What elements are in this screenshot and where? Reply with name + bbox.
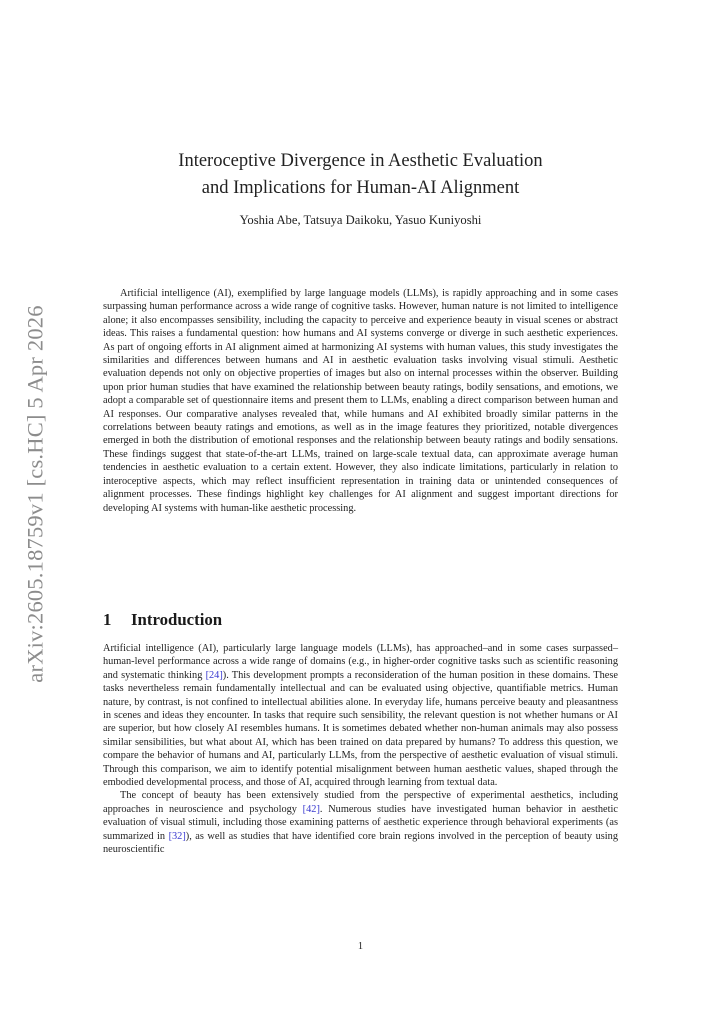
title-line-2: and Implications for Human-AI Alignment [201,178,520,198]
citation-link[interactable]: [32] [168,830,186,842]
author-list: Yoshia Abe, Tatsuya Daikoku, Yasuo Kuniyoshi [239,213,482,227]
section-heading-introduction [103,610,618,630]
intro-paragraph-1 [103,642,618,789]
section-number: 1 [103,610,112,629]
introduction-body [103,642,618,857]
section-title: Introduction [131,610,223,629]
intro-p2-text-b: . Numerous studies have investigated human behavior in aesthetic evaluation of visual stimuli, including those examining patterns of aesthetic experience through behavioral experiments (as summarized in [103,803,618,842]
arxiv-identifier: arXiv:2605.18759v1 [cs.HC] 5 Apr 2026 [23,305,48,683]
abstract: Artificial intelligence (AI), exemplified by large language models (LLMs), is rapidly approaching and in some cases surpassing human performance across a wide range of cognitive tasks. However, human nature is not limited to intelligence alone; it also encompasses sensibility, including the capacity to perceive and experience beauty in visual scenes or abstract ideas. This raises a fundamental question: how humans and AI systems converge or diverge in such aesthetic experiences. As part of ongoing efforts in AI alignment aimed at harmonizing AI systems with human values, this study investigates the similarities and differences between humans and AI in aesthetic evaluation tasks involving visual stimuli. Aesthetic evaluation depends not only on objective properties of images but also on internal processes within the observer. Building upon prior human studies that have examined the relationship between beauty ratings, bodily sensations, and emotions, we adopt a comparable set of questionnaire items and present them to LLMs, enabling a direct comparison between human and AI responses. Our comparative analyses revealed that, while humans and AI exhibited broadly similar patterns in the correlations between beauty ratings and emotions, as well as in the image features they prioritized, notable divergences emerged in both the distribution of emotional responses and the relationship between beauty ratings and bodily sensations. These findings suggest that state-of-the-art LLMs, trained on large-scale textual data, can approximate average human tendencies in aesthetic evaluation to a certain extent. However, they also indicate limitations, particularly in relation to interoceptive aspects, which may reflect insufficient representation in training data or unintended consequences of alignment processes. These findings highlight key challenges for AI alignment and suggest important directions for developing AI systems with human-like aesthetic processing. [103,288,618,514]
paper-title [103,148,618,202]
intro-p1-text-a: Artificial intelligence (AI), particularly large language models (LLMs), has approached–and in some cases surpassed–human-level performance across a wide range of domains (e.g., in higher-order cognitive tasks such as scientific reasoning and systematic thinking [103,643,618,681]
citation-link[interactable]: [42] [302,803,320,815]
arxiv-side-stamp [8,300,64,688]
intro-p2-text-c: ), as well as studies that have identified core brain regions involved in the perception of beauty using neuroscientific [103,830,618,856]
page-number: 1 [357,941,364,952]
intro-p2-text-a: The concept of beauty has been extensively studied from the perspective of experimental aesthetics, including approaches in neuroscience and psychology [103,790,618,815]
intro-paragraph-2 [103,789,618,856]
intro-p1-text-b: ). This development prompts a reconsideration of the human position in these domains. These tasks nevertheless remain fundamentally intellectual and can be evaluated using objective, quantifiable metrics. Human nature, by contrast, is not confined to intellectual abilities alone. In everyday life, humans perceive beauty and pleasantness in scenes and ideas they encounter. In tasks that require such sensibility, the relevant question is not whether humans or AI are superior, but how closely AI resembles humans. It is sometimes debated whether non-human animals may also possess similar sensibilities, but what about AI, which has been trained on data prepared by humans? To address this question, we compare the behavior of humans and AI, particularly LLMs, from the perspective of aesthetic evaluation of visual stimuli. Through this comparison, we aim to identify potential misalignment between human aesthetic values, shaped through the embodied developmental process, and those of AI, acquired through learning from textual data. [103,669,618,789]
title-line-1: Interoceptive Divergence in Aesthetic Evaluation [178,151,543,171]
citation-link[interactable]: [24] [205,669,223,681]
